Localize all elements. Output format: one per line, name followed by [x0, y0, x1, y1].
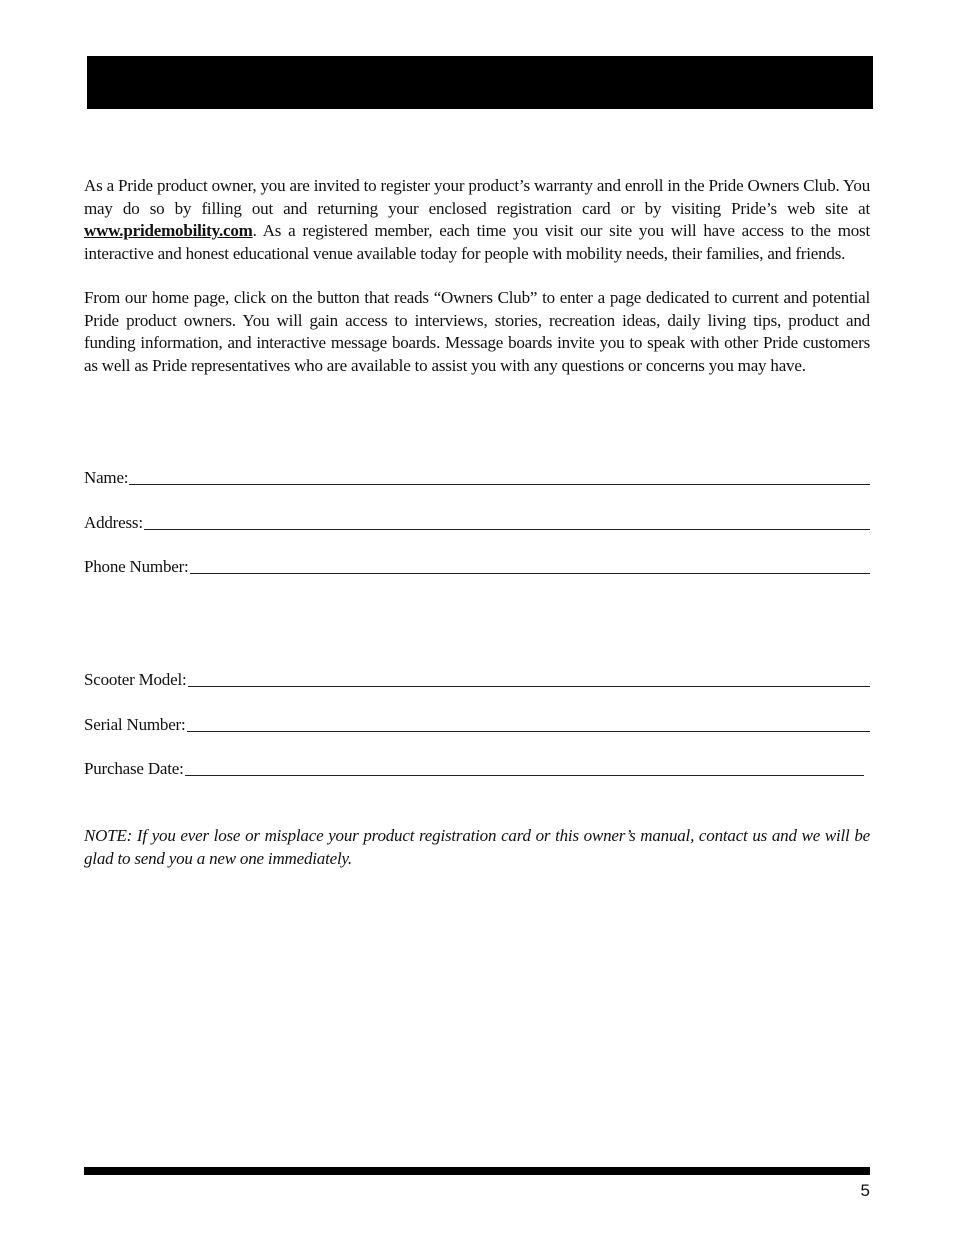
- purchase-date-blank-line[interactable]: [185, 775, 864, 776]
- scooter-model-field: [84, 668, 870, 690]
- purchase-date-field: [84, 757, 864, 779]
- intro-text-before-link: As a Pride product owner, you are invited to register your product’s warranty and enroll in the Pride Owners Club. You may do so by filling out and returning your enclosed registration card or by visiting Pride’s web site at: [84, 176, 870, 218]
- serial-number-label: Serial Number:: [84, 715, 186, 734]
- page-number: 5: [860, 1181, 870, 1200]
- address-label: Address:: [84, 513, 143, 532]
- footer-bar: [84, 1167, 870, 1175]
- serial-number-field: [84, 713, 870, 735]
- phone-label: Phone Number:: [84, 557, 189, 576]
- phone-blank-line[interactable]: [190, 573, 870, 574]
- intro-text-after-link: . As a registered member, each time you visit our site you will have access to the most interactive and honest educational venue available today for people with mobility needs, their families, and friends.: [84, 221, 870, 263]
- owners-club-paragraph: [84, 287, 870, 377]
- note-paragraph: [84, 825, 870, 870]
- note-text: NOTE: If you ever lose or misplace your product registration card or this owner’s manual, contact us and we will be glad to send you a new one immediately.: [84, 826, 870, 868]
- name-field: [84, 466, 870, 488]
- address-blank-line[interactable]: [144, 529, 870, 530]
- website-link[interactable]: www.pridemobility.com: [84, 221, 253, 240]
- scooter-model-label: Scooter Model:: [84, 670, 187, 689]
- address-field: [84, 511, 870, 533]
- owners-club-text: From our home page, click on the button that reads “Owners Club” to enter a page dedicated to current and potential Pride product owners. You will gain access to interviews, stories, recreation ideas, daily living tips, product and funding information, and interactive message boards. Message boards invite you to speak with other Pride customers as well as Pride representatives who are available to assist you with any questions or concerns you may have.: [84, 288, 870, 375]
- serial-number-blank-line[interactable]: [187, 731, 870, 732]
- scooter-model-blank-line[interactable]: [188, 686, 871, 687]
- header-bar: [87, 56, 873, 109]
- name-label: Name:: [84, 468, 129, 487]
- intro-paragraph: [84, 175, 870, 265]
- phone-field: [84, 555, 870, 577]
- purchase-date-label: Purchase Date:: [84, 759, 184, 778]
- name-blank-line[interactable]: [129, 484, 870, 485]
